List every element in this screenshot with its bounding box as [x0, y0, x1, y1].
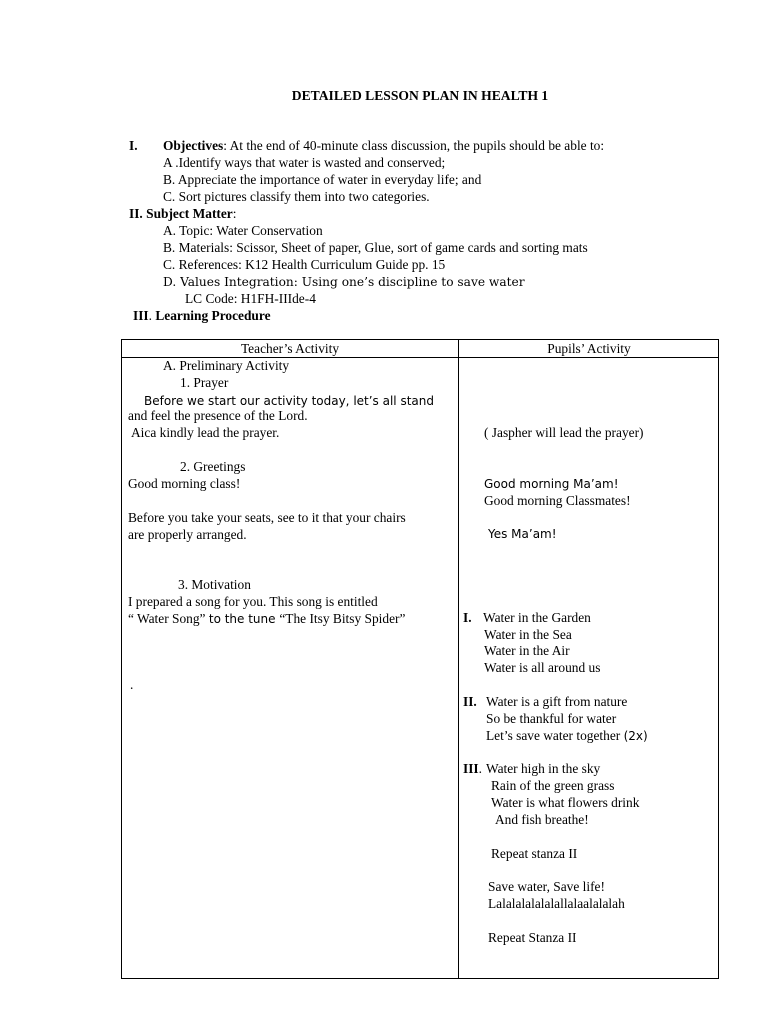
stray-dot: . [130, 677, 134, 692]
preliminary-activity: A. Preliminary Activity [163, 358, 290, 373]
song-line: Water in the Air [484, 643, 570, 658]
stanza-numeral: I. [463, 610, 472, 625]
song-line: And fish breathe! [495, 812, 589, 827]
objective-item: B. Appreciate the importance of water in everyday life; and [163, 172, 482, 187]
header-teacher-activity: Teacher’s Activity [240, 341, 340, 356]
song-line: Water is all around us [484, 660, 601, 675]
subject-materials: B. Materials: Scissor, Sheet of paper, Glue, sort of game cards and sorting mats [163, 240, 588, 255]
song-line: Water in the Sea [484, 627, 572, 642]
objective-item: A .Identify ways that water is wasted and conserved; [163, 155, 446, 170]
subject-references: C. References: K12 Health Curriculum Guide pp. 15 [163, 257, 446, 272]
prayer-line: Aica kindly lead the prayer. [131, 425, 280, 440]
repeat-instruction: Repeat Stanza II [488, 930, 577, 945]
greeting-response: Good morning Classmates! [484, 493, 631, 508]
greeting-response: Good morning Ma’am! [484, 477, 619, 491]
objective-item: C. Sort pictures classify them into two categories. [163, 189, 430, 204]
prayer-line: Before we start our activity today, let’s all stand [144, 394, 434, 408]
learning-procedure-heading: III. Learning Procedure [133, 308, 271, 323]
song-line: Water is what flowers drink [491, 795, 640, 810]
prayer-response: ( Jaspher will lead the prayer) [484, 425, 644, 440]
activity-table [121, 339, 719, 979]
stanza-numeral: III. [463, 761, 482, 776]
objectives-numeral: I. [129, 138, 138, 153]
stanza-numeral: II. [463, 694, 477, 709]
song-line: Water is a gift from nature [486, 694, 628, 709]
table-column-divider [458, 340, 459, 978]
song-line: Let’s save water together (2x) [486, 728, 648, 743]
greetings-line: Good morning class! [128, 476, 241, 491]
song-line: Rain of the green grass [491, 778, 615, 793]
prayer-line: and feel the presence of the Lord. [128, 408, 308, 423]
subject-matter-heading: II. Subject Matter: [129, 206, 237, 221]
yes-response: Yes Ma’am! [488, 527, 557, 541]
seats-line: are properly arranged. [128, 527, 247, 542]
greetings-heading: 2. Greetings [180, 459, 246, 474]
prayer-heading: 1. Prayer [180, 375, 229, 390]
lc-code: LC Code: H1FH-IIIde-4 [185, 291, 316, 306]
subject-topic: A. Topic: Water Conservation [163, 223, 323, 238]
motivation-line: “ Water Song” to the tune “The Itsy Bitsy Spider” [128, 611, 406, 626]
objectives-heading: Objectives: At the end of 40-minute class discussion, the pupils should be able to: [163, 138, 605, 153]
song-line: Lalalalalalalallalaalalalah [488, 896, 625, 911]
song-line: Water high in the sky [486, 761, 601, 776]
song-line: Save water, Save life! [488, 879, 605, 894]
song-line: Water in the Garden [483, 610, 591, 625]
page-title: DETAILED LESSON PLAN IN HEALTH 1 [291, 88, 549, 103]
repeat-instruction: Repeat stanza II [491, 846, 578, 861]
song-line: So be thankful for water [486, 711, 617, 726]
subject-values: D. Values Integration: Using one’s discipline to save water [163, 275, 525, 289]
seats-line: Before you take your seats, see to it that your chairs [128, 510, 406, 525]
motivation-line: I prepared a song for you. This song is entitled [128, 594, 378, 609]
motivation-heading: 3. Motivation [178, 577, 251, 592]
header-pupils-activity: Pupils’ Activity [547, 341, 631, 356]
